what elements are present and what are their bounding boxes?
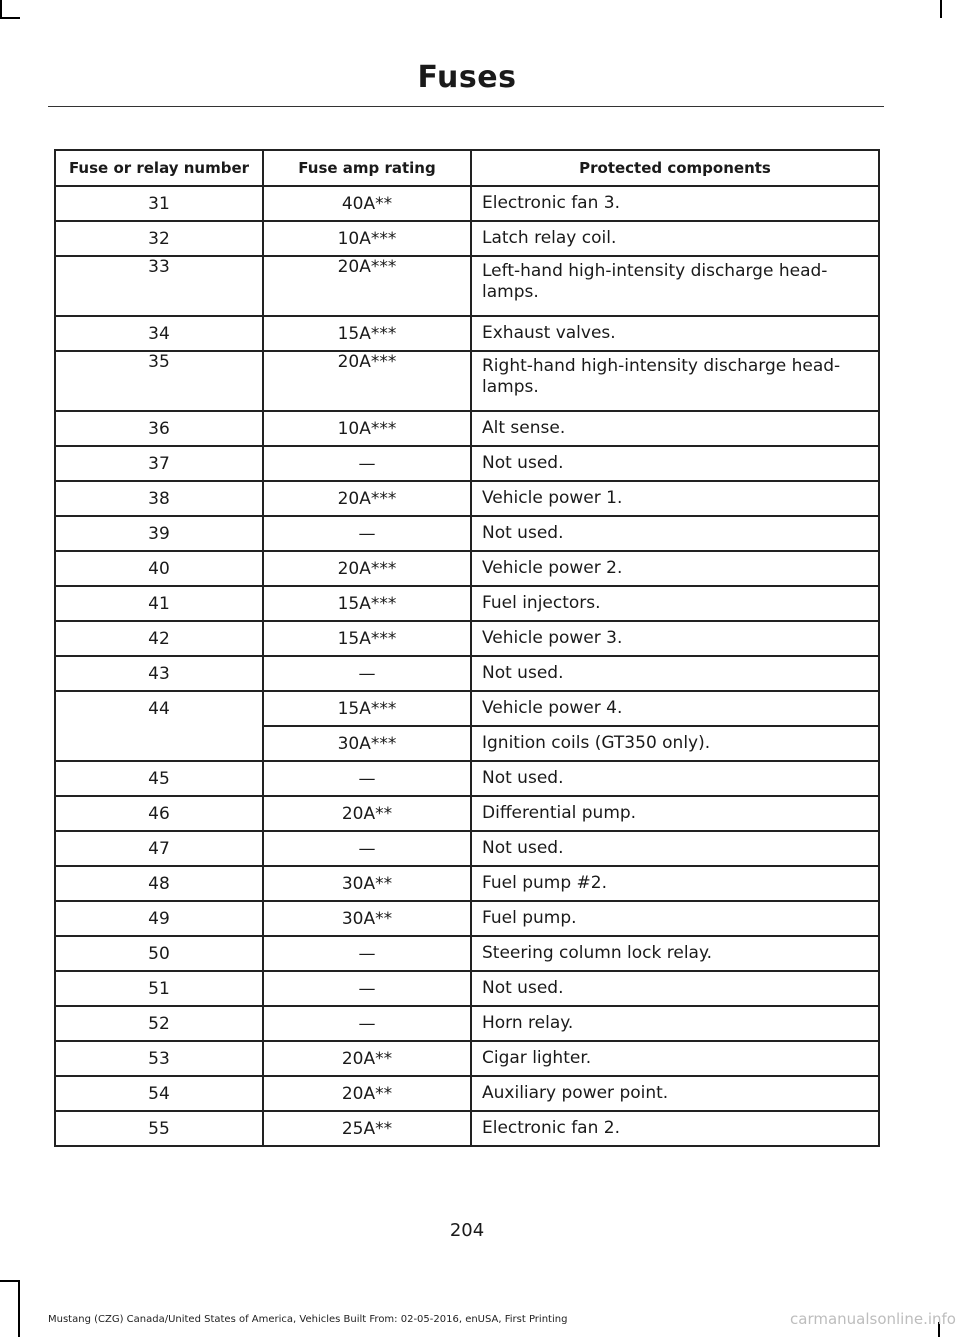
table-row: [55, 866, 879, 901]
fuse-number: 38: [55, 481, 263, 516]
protected-component: Fuel injectors.: [471, 586, 879, 621]
fuse-number: 31: [55, 186, 263, 221]
header-rule: [48, 106, 884, 107]
table-row: [55, 901, 879, 936]
amp-rating: —: [263, 1006, 471, 1041]
table-row: [55, 621, 879, 656]
protected-component: Not used.: [471, 516, 879, 551]
fuse-table: [54, 149, 880, 1147]
table-row: [55, 656, 879, 691]
fuse-number: 47: [55, 831, 263, 866]
protected-component: Latch relay coil.: [471, 221, 879, 256]
table-row: [55, 796, 879, 831]
fuse-number: 42: [55, 621, 263, 656]
table-row: [55, 936, 879, 971]
protected-component: Horn relay.: [471, 1006, 879, 1041]
table-row: [55, 971, 879, 1006]
section-title: Fuses: [417, 60, 517, 95]
amp-rating: —: [263, 761, 471, 796]
fuse-number: 39: [55, 516, 263, 551]
amp-rating: —: [263, 446, 471, 481]
fuse-number: 45: [55, 761, 263, 796]
protected-component: Auxiliary power point.: [471, 1076, 879, 1111]
amp-rating: 20A***: [263, 256, 471, 316]
amp-rating: —: [263, 936, 471, 971]
protected-component: Not used.: [471, 831, 879, 866]
protected-component: Left-hand high-intensity discharge head-lamps.: [471, 256, 879, 316]
table-row: [55, 1006, 879, 1041]
table-row: [55, 761, 879, 796]
protected-component: Electronic fan 3.: [471, 186, 879, 221]
table-row: [55, 411, 879, 446]
header-amp-rating: Fuse amp rating: [263, 150, 471, 186]
amp-rating: —: [263, 831, 471, 866]
amp-rating: —: [263, 971, 471, 1006]
protected-component: Right-hand high-intensity discharge head-lamps.: [471, 351, 879, 411]
amp-rating: 15A***: [263, 586, 471, 621]
fuse-number: 53: [55, 1041, 263, 1076]
fuse-number: 40: [55, 551, 263, 586]
fuse-number: 32: [55, 221, 263, 256]
fuse-number: 50: [55, 936, 263, 971]
protected-component: Exhaust valves.: [471, 316, 879, 351]
table-row: [55, 351, 879, 411]
protected-component: Fuel pump.: [471, 901, 879, 936]
protected-component: Vehicle power 1.: [471, 481, 879, 516]
fuse-number: 35: [55, 351, 263, 411]
table-row: [55, 446, 879, 481]
fuse-number: 41: [55, 586, 263, 621]
amp-rating: 25A**: [263, 1111, 471, 1146]
amp-rating: 30A***: [263, 726, 471, 761]
amp-rating: 20A**: [263, 796, 471, 831]
amp-rating: 20A***: [263, 351, 471, 411]
protected-component: Fuel pump #2.: [471, 866, 879, 901]
header-protected-components: Protected components: [471, 150, 879, 186]
fuse-number: 44: [55, 691, 263, 761]
page-number: 204: [449, 1220, 485, 1241]
fuse-number: 55: [55, 1111, 263, 1146]
table-row: [55, 1111, 879, 1146]
header-fuse-number: Fuse or relay number: [55, 150, 263, 186]
amp-rating: 10A***: [263, 411, 471, 446]
amp-rating: 30A**: [263, 866, 471, 901]
protected-component: Steering column lock relay.: [471, 936, 879, 971]
table-row: [55, 316, 879, 351]
protected-component: Vehicle power 2.: [471, 551, 879, 586]
fuse-number: 37: [55, 446, 263, 481]
protected-component: Cigar lighter.: [471, 1041, 879, 1076]
crop-mark-top-left-horizontal: [0, 17, 20, 19]
fuse-number: 43: [55, 656, 263, 691]
amp-rating: 20A***: [263, 551, 471, 586]
amp-rating: 20A**: [263, 1076, 471, 1111]
table-row: [55, 481, 879, 516]
table-row: [55, 586, 879, 621]
amp-rating: 10A***: [263, 221, 471, 256]
amp-rating: 15A***: [263, 691, 471, 726]
fuse-number: 36: [55, 411, 263, 446]
amp-rating: 15A***: [263, 316, 471, 351]
fuse-number: 49: [55, 901, 263, 936]
document-footer: Mustang (CZG) Canada/United States of America, Vehicles Built From: 02-05-2016, enUSA, First Printing: [48, 1314, 568, 1325]
table-row: [55, 1041, 879, 1076]
amp-rating: 40A**: [263, 186, 471, 221]
table-header-row: [55, 150, 879, 186]
protected-component: Electronic fan 2.: [471, 1111, 879, 1146]
fuse-number: 33: [55, 256, 263, 316]
crop-mark-bottom-left: [0, 1280, 20, 1282]
table-row: [55, 831, 879, 866]
protected-component: Not used.: [471, 971, 879, 1006]
fuse-number: 52: [55, 1006, 263, 1041]
protected-component: Not used.: [471, 656, 879, 691]
fuse-number: 54: [55, 1076, 263, 1111]
table-row: [55, 186, 879, 221]
table-row: [55, 1076, 879, 1111]
amp-rating: —: [263, 656, 471, 691]
table-row: [55, 221, 879, 256]
table-row: [55, 551, 879, 586]
crop-mark-bottom-left-vertical: [18, 1280, 20, 1337]
fuse-number: 34: [55, 316, 263, 351]
fuse-number: 46: [55, 796, 263, 831]
protected-component: Alt sense.: [471, 411, 879, 446]
fuse-number: 48: [55, 866, 263, 901]
fuse-number: 51: [55, 971, 263, 1006]
table-row: [55, 256, 879, 316]
amp-rating: 30A**: [263, 901, 471, 936]
table-row: [55, 516, 879, 551]
protected-component: Vehicle power 3.: [471, 621, 879, 656]
protected-component: Differential pump.: [471, 796, 879, 831]
amp-rating: 20A**: [263, 1041, 471, 1076]
crop-mark-top-left: [0, 0, 2, 18]
watermark: carmanualsonline.info: [790, 1310, 956, 1328]
amp-rating: —: [263, 516, 471, 551]
protected-component: Ignition coils (GT350 only).: [471, 726, 879, 761]
protected-component: Not used.: [471, 761, 879, 796]
amp-rating: 15A***: [263, 621, 471, 656]
crop-mark-top-right: [940, 0, 942, 18]
table-row: [55, 691, 879, 726]
amp-rating: 20A***: [263, 481, 471, 516]
protected-component: Vehicle power 4.: [471, 691, 879, 726]
protected-component: Not used.: [471, 446, 879, 481]
